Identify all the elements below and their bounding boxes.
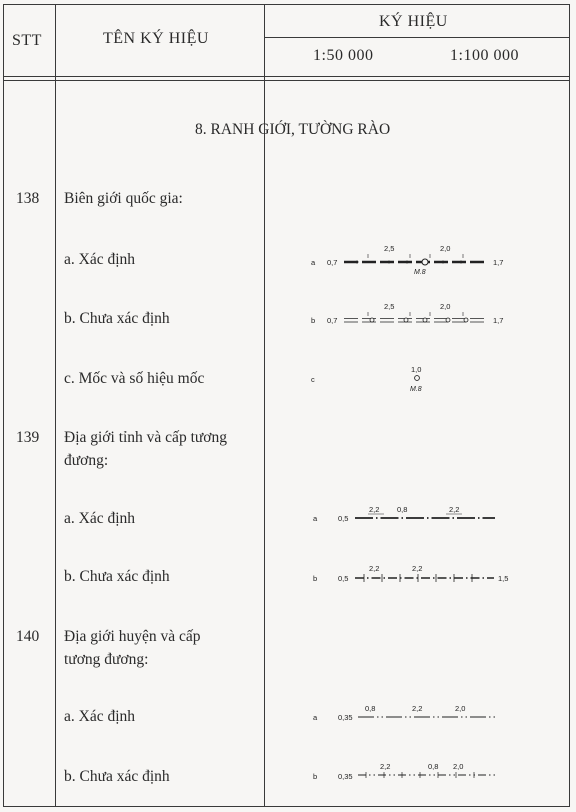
row-name-139a: a. Xác định bbox=[64, 510, 136, 527]
symbol-letter: b bbox=[313, 772, 318, 781]
dim-label: 1,5 bbox=[498, 574, 509, 583]
border-mark-label: M.8 bbox=[410, 386, 422, 393]
symbol-140a bbox=[313, 704, 496, 722]
header-name-column: TÊN KÝ HIỆU bbox=[103, 30, 209, 47]
dim-label: 2,2 bbox=[380, 762, 391, 771]
dim-label: 2,2 bbox=[369, 564, 380, 573]
row-name-138c: c. Mốc và số hiệu mốc bbox=[64, 370, 205, 387]
dim-label: 0,7 bbox=[327, 258, 338, 267]
dim-label: 0,8 bbox=[397, 505, 408, 514]
symbol-letter: b bbox=[313, 574, 318, 583]
header-symbol-column: KÝ HIỆU bbox=[379, 13, 448, 30]
dim-label: 1,0 bbox=[411, 365, 422, 374]
dim-label: 0,35 bbox=[338, 713, 353, 722]
dim-label: 2,5 bbox=[384, 302, 395, 311]
row-name-139-line1: Địa giới tỉnh và cấp tương bbox=[64, 429, 227, 446]
dim-label: 2,2 bbox=[369, 505, 380, 514]
symbol-letter: b bbox=[311, 316, 316, 325]
dim-label: 2,2 bbox=[412, 564, 423, 573]
row-name-140b: b. Chưa xác định bbox=[64, 768, 170, 785]
dim-label: 0,8 bbox=[365, 704, 376, 713]
dim-label: 0,8 bbox=[428, 762, 439, 771]
header-stt: STT bbox=[12, 32, 42, 49]
row-name-139b: b. Chưa xác định bbox=[64, 568, 170, 585]
symbol-138c bbox=[311, 365, 422, 393]
dim-label: 2,0 bbox=[440, 244, 451, 253]
header-scale-100000: 1:100 000 bbox=[450, 47, 519, 64]
dim-label: 0,7 bbox=[327, 316, 338, 325]
symbol-140b bbox=[313, 762, 496, 781]
symbol-138a bbox=[311, 244, 503, 276]
dim-label: 0,5 bbox=[338, 514, 349, 523]
dim-label: 2,2 bbox=[449, 505, 460, 514]
dim-label: 1,7 bbox=[493, 316, 504, 325]
header-scale-50000: 1:50 000 bbox=[313, 47, 374, 64]
row-number-139: 139 bbox=[16, 429, 40, 446]
symbol-139a bbox=[313, 505, 495, 523]
row-name-138: Biên giới quốc gia: bbox=[64, 190, 183, 207]
dim-label: 2,2 bbox=[412, 704, 423, 713]
dim-label: 1,7 bbox=[493, 258, 504, 267]
row-name-140-line1: Địa giới huyện và cấp bbox=[64, 628, 201, 645]
symbol-letter: a bbox=[313, 713, 318, 722]
symbol-138b bbox=[311, 302, 503, 325]
row-name-139-line2: đương: bbox=[64, 452, 109, 469]
dim-label: 2,0 bbox=[453, 762, 464, 771]
row-name-138a: a. Xác định bbox=[64, 251, 136, 268]
symbol-139b bbox=[313, 564, 508, 583]
row-name-138b: b. Chưa xác định bbox=[64, 310, 170, 327]
row-name-140a: a. Xác định bbox=[64, 708, 136, 725]
dim-label: 0,35 bbox=[338, 772, 353, 781]
row-number-140: 140 bbox=[16, 628, 40, 645]
row-name-140-line2: tương đương: bbox=[64, 651, 149, 668]
row-number-138: 138 bbox=[16, 190, 40, 207]
dim-label: 2,5 bbox=[384, 244, 395, 253]
section-title: 8. RANH GIỚI, TƯỜNG RÀO bbox=[195, 121, 391, 138]
symbol-letter: a bbox=[311, 258, 316, 267]
symbol-letter: c bbox=[311, 375, 315, 384]
border-mark-label: M.8 bbox=[414, 269, 426, 276]
dim-label: 0,5 bbox=[338, 574, 349, 583]
dim-label: 2,0 bbox=[440, 302, 451, 311]
symbol-letter: a bbox=[313, 514, 318, 523]
dim-label: 2,0 bbox=[455, 704, 466, 713]
